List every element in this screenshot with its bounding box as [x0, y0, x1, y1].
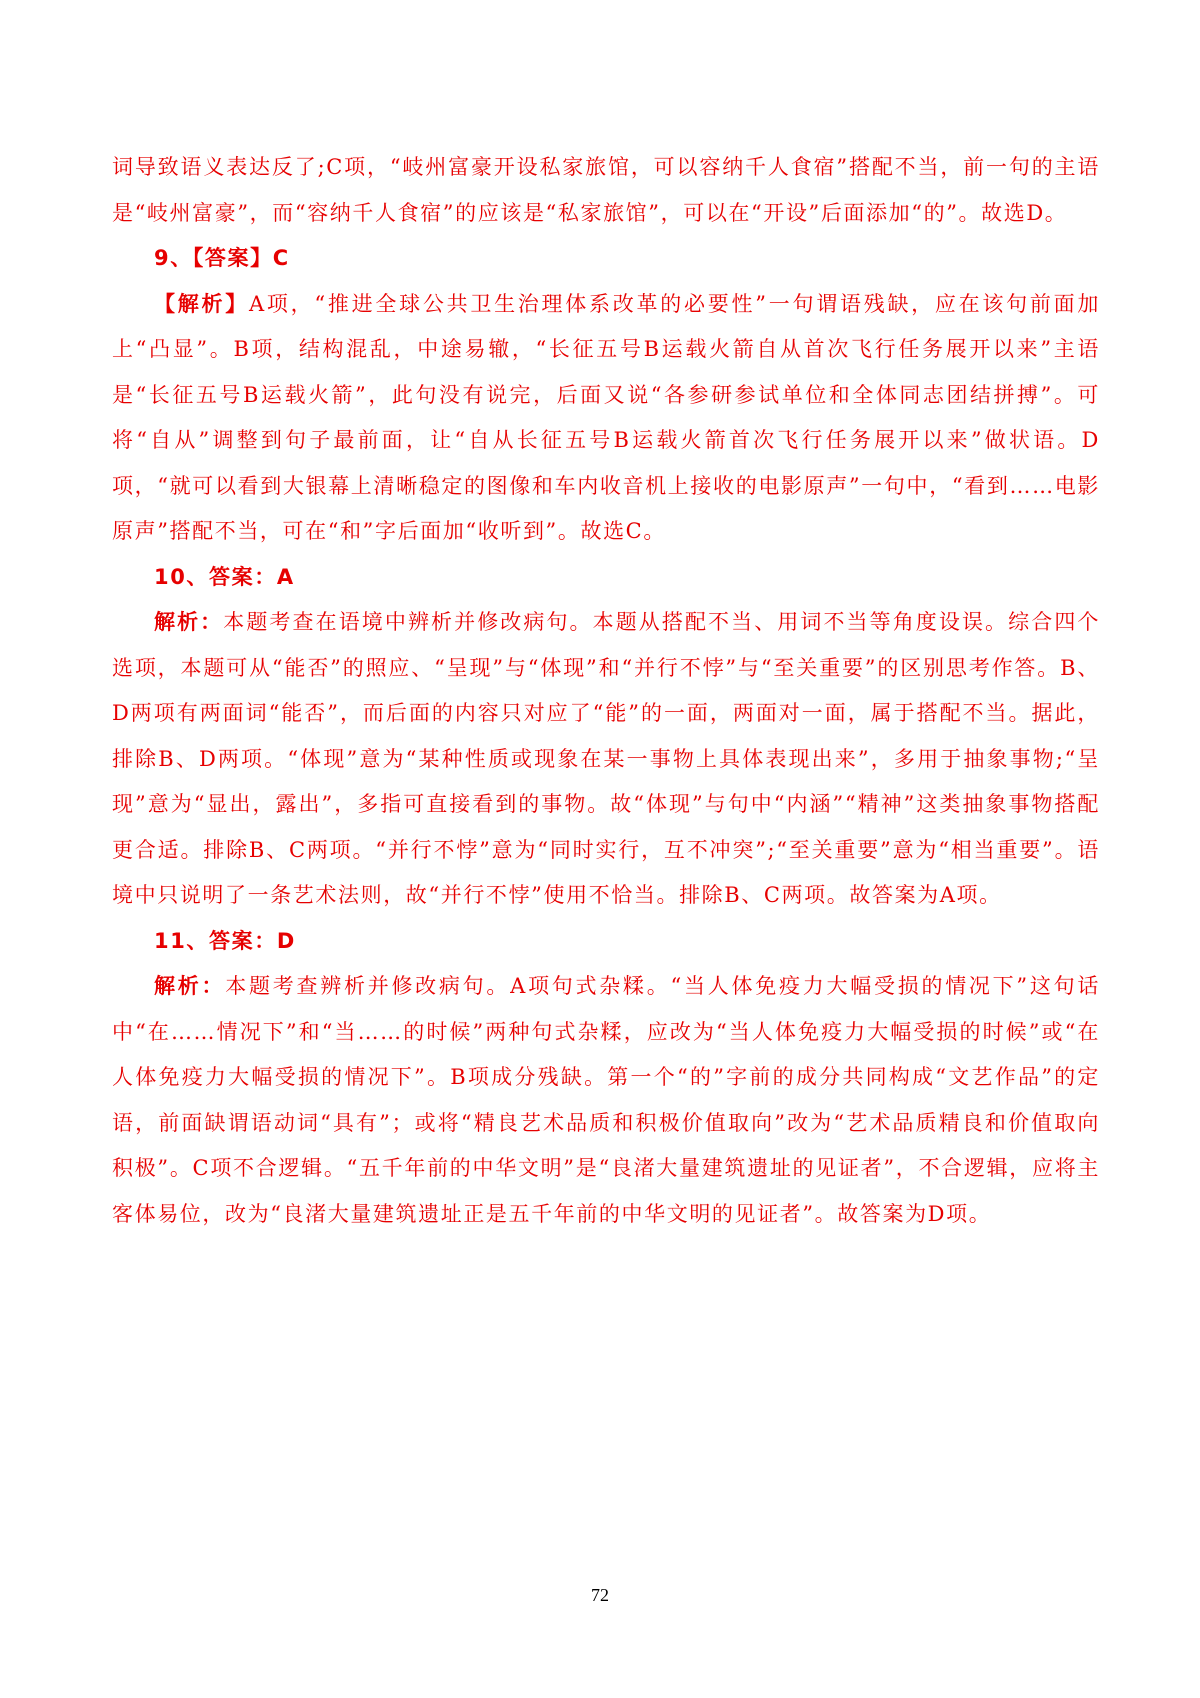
explanation-label: 解析：: [154, 610, 224, 634]
question-11-answer-heading: 11、答案：D: [154, 928, 296, 953]
explanation-label: 【解析】: [154, 291, 249, 316]
explanation-text: A项，“推进全球公共卫生治理体系改革的必要性”一句谓语残缺，应在该句前面加上“凸显”。B项，结构混乱，中途易辙，“长征五号B运载火箭自从首次飞行任务展开以来”主语是“长征五号B运载火箭”，此句没有说完，后面又说“各参研参试单位和全体同志团结拼搏”。可将“自从”调整到句子最前面，让“自从长征五号B运载火箭首次飞行任务展开以来”做状语。D项，“就可以看到大银幕上清晰稳定的图像和车内收音机上接收的电影原声”一句中，“看到……电影原声”搭配不当，可在“和”字后面加“收听到”。故选C。: [112, 291, 1100, 543]
question-10-explanation: [112, 600, 1100, 919]
question-8-explanation-continued: 词导致语义表达反了;C项，“岐州富豪开设私家旅馆，可以容纳千人食宿”搭配不当，前一句的主语是“岐州富豪”，而“容纳千人食宿”的应该是“私家旅馆”，可以在“开设”后面添加“的”。故选D。: [112, 155, 1100, 225]
explanation-label: 解析：: [154, 974, 226, 998]
question-9-explanation: [112, 282, 1100, 555]
question-11-explanation: [112, 964, 1100, 1237]
question-10-answer-heading: 10、答案：A: [154, 564, 295, 589]
explanation-text: 本题考查辨析并修改病句。A项句式杂糅。“当人体免疫力大幅受损的情况下”这句话中“在……情况下”和“当……的时候”两种句式杂糅，应改为“当人体免疫力大幅受损的时候”或“在人体免疫力大幅受损的情况下”。B项成分残缺。第一个“的”字前的成分共同构成“文艺作品”的定语，前面缺谓语动词“具有”；或将“精良艺术品质和积极价值取向”改为“艺术品质精良和价值取向积极”。C项不合逻辑。“五千年前的中华文明”是“良渚大量建筑遗址的见证者”，不合逻辑，应将主客体易位，改为“良渚大量建筑遗址正是五千年前的中华文明的见证者”。故答案为D项。: [112, 974, 1100, 1226]
question-9-answer-heading: 9、【答案】C: [154, 246, 290, 270]
answer-explanations: [112, 145, 1100, 1237]
explanation-text: 本题考查在语境中辨析并修改病句。本题从搭配不当、用词不当等角度设误。综合四个选项，本题可从“能否”的照应、“呈现”与“体现”和“并行不悖”与“至关重要”的区别思考作答。B、D两项有两面词“能否”，而后面的内容只对应了“能”的一面，两面对一面，属于搭配不当。据此，排除B、D两项。“体现”意为“某种性质或现象在某一事物上具体表现出来”，多用于抽象事物;“呈现”意为“显出，露出”，多指可直接看到的事物。故“体现”与句中“内涵”“精神”这类抽象事物搭配更合适。排除B、C两项。“并行不悖”意为“同时实行，互不冲突”;“至关重要”意为“相当重要”。语境中只说明了一条艺术法则，故“并行不悖”使用不恰当。排除B、C两项。故答案为A项。: [112, 610, 1100, 907]
page-number: 72: [591, 1585, 609, 1605]
